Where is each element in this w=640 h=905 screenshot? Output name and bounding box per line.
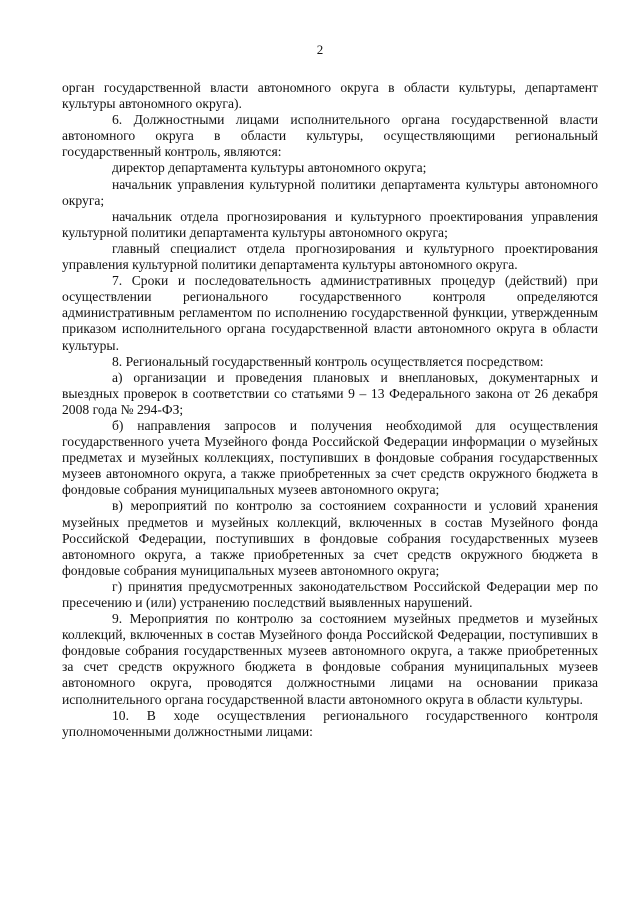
subitem-v: в) мероприятий по контролю за состоянием сохранности и условий хранения музейных предметов и музейных коллекций, включенных в состав Музейного фонда Российской Федерации, поступивших в фондовые собрания государственных музеев автономного округа, а также приобретенных за счет средств окружного бюджета в фондовые собрания муниципальных музеев автономного округа; [62,498,598,578]
list-item-director: директор департамента культуры автономного округа; [112,160,427,176]
paragraph-item-8: 8. Региональный государственный контроль осуществляется посредством: [112,353,544,369]
subitem-a: а) организации и проведения плановых и внеплановых, документарных и выездных проверок в соответствии со статьями 9 – 13 Федерального закона от 26 декабря 2008 года № 294-ФЗ; [62,369,598,417]
subitem-g: г) принятия предусмотренных законодательством Российской Федерации мер по пресечению и (или) устранению последствий выявленных нарушений. [62,578,598,610]
subitem-b: б) направления запросов и получения необходимой для осуществления государственного учета Музейного фонда Российской Федерации информации о музейных предметах и музейных коллекциях, поступивших в фондовые собрания государственных музеев автономного округа, а также приобретенных за счет средств окружного бюджета в фондовые собрания муниципальных музеев автономного округа; [62,417,598,498]
list-item-head-of-division: начальник отдела прогнозирования и культурного проектирования управления культурной политики департамента культуры автономного округа; [62,208,598,240]
document-body [62,80,598,740]
paragraph-item-10: 10. В ходе осуществления регионального государственного контроля уполномоченными должностными лицами: [62,707,598,739]
list-item-head-of-department: начальник управления культурной политики департамента культуры автономного округа; [62,176,598,208]
paragraph-item-9: 9. Мероприятия по контролю за состоянием музейных предметов и музейных коллекций, включенных в состав Музейного фонда Российской Федерации, поступивших в фондовые собрания государственных музеев автономного округа, а также приобретенных за счет средств окружного бюджета в фондовые собрания муниципальных музеев автономного округа, проводятся должностными лицами на основании приказа исполнительного органа государственной власти автономного округа в области культуры. [62,611,598,707]
page-number: 2 [316,42,324,57]
paragraph-item-7: 7. Сроки и последовательность административных процедур (действий) при осуществлении регионального государственного контроля определяются административным регламентом по исполнению государственной функции, утвержденным приказом исполнительного органа государственной власти автономного округа в области культуры. [62,273,598,353]
list-item-chief-specialist: главный специалист отдела прогнозирования и культурного проектирования управления культурной политики департамента культуры автономного округа. [62,240,598,273]
paragraph-continuation: орган государственной власти автономного округа в области культуры, департамент культуры автономного округа). [62,80,598,112]
paragraph-item-6: 6. Должностными лицами исполнительного органа государственной власти автономного округа в области культуры, осуществляющими региональный государственный контроль, являются: [62,112,598,160]
